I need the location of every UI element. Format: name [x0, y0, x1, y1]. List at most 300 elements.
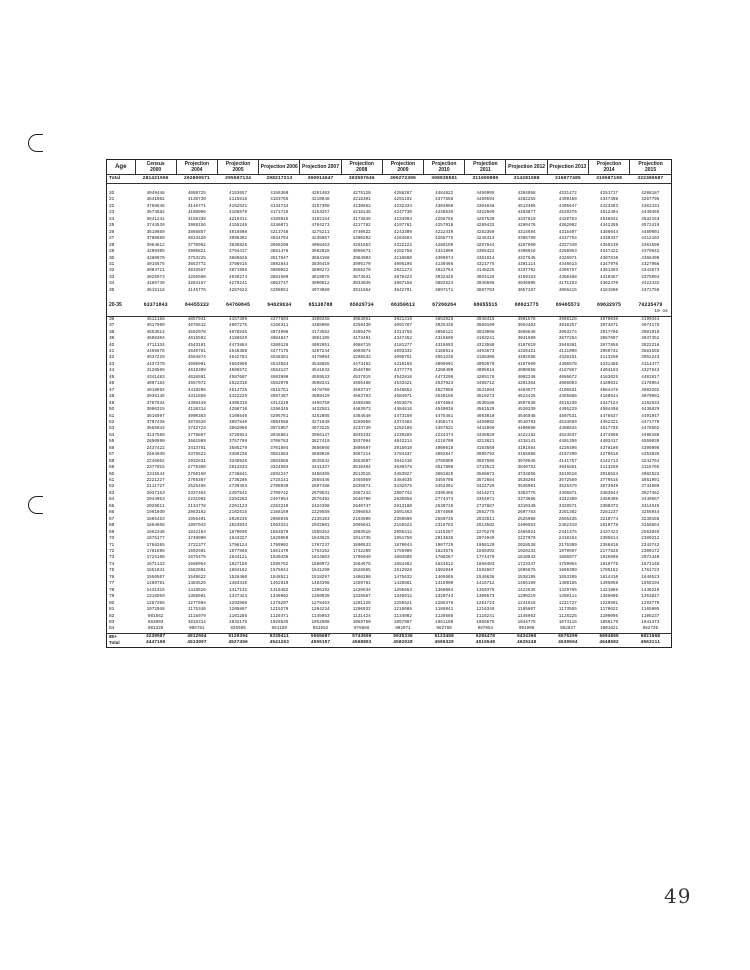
table-cell: 3937352: [641, 336, 660, 342]
table-cell: 4527059: [435, 387, 454, 393]
table-cell: 4308449: [187, 400, 206, 406]
table-cell: 3881991: [641, 478, 660, 484]
table-cell: 1347424: [229, 594, 248, 600]
table-cell: 4115818: [229, 197, 248, 203]
table-cell: 1660054: [187, 561, 206, 567]
table-cell: 4527456: [228, 640, 248, 646]
table-cell: 3701694: [270, 445, 289, 451]
table-cell: 4337754: [558, 236, 577, 242]
table-cell: 303597646: [341, 175, 382, 184]
table-cell: 4108546: [229, 413, 248, 419]
table-cell: 4327968: [641, 261, 660, 267]
table-cell: 4537229: [146, 355, 165, 361]
table-cell: 4512404: [600, 210, 619, 216]
table-cell: 1325567: [352, 594, 371, 600]
table-cell: 2610778: [600, 523, 619, 529]
table-cell: 4409469: [558, 197, 577, 203]
table-cell: 4091787: [393, 323, 412, 329]
table-cell: 3933006: [476, 329, 495, 335]
table-cell: 4386044: [600, 229, 619, 235]
table-cell: 4574684: [435, 400, 454, 406]
row-age-label: 25: [109, 223, 115, 229]
table-cell: 1842184: [187, 529, 206, 535]
table-cell: 4300574: [435, 255, 454, 261]
table-cell: 3707634: [146, 400, 165, 406]
table-cell: 3707436: [146, 419, 165, 425]
table-cell: 3972857: [270, 426, 289, 432]
table-cell: 3354971: [476, 497, 495, 503]
table-cell: 3753225: [187, 255, 206, 261]
table-cell: 4107619: [517, 342, 536, 348]
table-cell: 2315783: [435, 523, 454, 529]
table-cell: 4327645: [517, 255, 536, 261]
table-cell: 1115079: [187, 613, 206, 619]
column-header-line2: 2009: [397, 167, 409, 173]
table-cell: 2044053: [146, 497, 165, 503]
table-cell: 1101288: [229, 613, 248, 619]
table-cell: 2066036: [270, 516, 289, 522]
table-cell: 3905170: [352, 261, 371, 267]
table-cell: 1875177: [146, 536, 165, 542]
table-cell: 3911864: [352, 287, 371, 293]
table-cell: 4543564: [270, 361, 289, 367]
table-cell: 1436219: [641, 587, 660, 593]
column-header-line2: 2010: [438, 167, 450, 173]
table-cell: 2697783: [517, 510, 536, 516]
table-cell: 2176399: [558, 542, 577, 548]
row-age-label: 47: [109, 387, 115, 393]
table-cell: 4134734: [270, 203, 289, 209]
table-cell: 3432575: [393, 484, 412, 490]
table-cell: 2613180: [393, 503, 412, 509]
column-header-line1: Projection: [184, 161, 210, 167]
table-cell: 3779516: [600, 478, 619, 484]
table-cell: 4019692: [146, 387, 165, 393]
table-cell: 1431316: [146, 587, 165, 593]
table-cell: 3867605: [476, 458, 495, 464]
table-cell: 1420634: [352, 587, 371, 593]
table-cell: 1866877: [558, 555, 577, 561]
table-cell: 1145063: [517, 613, 536, 619]
table-cell: 991990: [518, 626, 535, 632]
table-cell: 1293779: [641, 600, 660, 606]
table-cell: 4282758: [393, 249, 412, 255]
table-cell: 2063162: [187, 510, 206, 516]
table-cell: 4000363: [187, 413, 206, 419]
row-age-label: 63: [109, 490, 115, 496]
aggregate-row-20-35: [107, 301, 671, 309]
table-cell: 2231992: [187, 497, 206, 503]
row-age-label: 83: [109, 620, 115, 625]
table-cell: 4239285: [393, 432, 412, 438]
table-cell: 3672589: [558, 478, 577, 484]
table-cell: 4096671: [352, 249, 371, 255]
table-cell: 4529376: [558, 210, 577, 216]
table-cell: 4619398: [187, 368, 206, 374]
table-cell: 3954463: [517, 323, 536, 329]
table-cell: 1069750: [352, 620, 371, 625]
table-cell: 1421985: [600, 587, 619, 593]
table-cell: 4347452: [393, 336, 412, 342]
table-cell: 4159153: [517, 274, 536, 280]
row-age-label: 76: [109, 574, 115, 580]
table-cell: 2102515: [229, 510, 248, 516]
table-cell: 1644512: [435, 561, 454, 567]
table-cell: 1920231: [517, 549, 536, 555]
table-cell: 4437370: [146, 361, 165, 367]
table-cell: 2337464: [187, 490, 206, 496]
table-cell: 2168159: [270, 510, 289, 516]
table-cell: 314281088: [506, 175, 547, 184]
table-cell: 4606991: [187, 361, 206, 367]
table-cell: 4210166: [393, 361, 412, 367]
table-cell: 3981919: [641, 329, 660, 335]
table-cell: 4275120: [352, 191, 371, 196]
row-age-label: 41: [109, 348, 115, 354]
table-cell: 1595762: [270, 561, 289, 567]
table-cell: 935505: [230, 626, 246, 632]
table-cell: 4495647: [558, 203, 577, 209]
table-cell: 4546388: [229, 348, 248, 354]
table-cell: 3950731: [600, 348, 619, 354]
table-cell: 4353035: [641, 452, 660, 458]
table-cell: 6284478: [465, 633, 506, 640]
footer-total-row: [107, 640, 671, 646]
table-cell: 4235067: [311, 236, 330, 242]
table-cell: 2725141: [270, 478, 289, 484]
table-cell: 4385908: [311, 323, 330, 329]
column-header-line1: Census: [146, 161, 165, 167]
table-cell: 4328161: [558, 355, 577, 361]
table-cell: 4305789: [517, 236, 536, 242]
table-cell: 4540165: [435, 394, 454, 400]
table-cell: 3441337: [311, 465, 330, 471]
binder-hole-mark-top: [28, 134, 43, 152]
table-cell: 3137560: [146, 432, 165, 438]
table-cell: 4507638: [517, 400, 536, 406]
table-cell: 1823575: [435, 549, 454, 555]
table-header: [107, 160, 671, 175]
table-cell: 4483073: [352, 407, 371, 413]
table-cell: 3655043: [146, 426, 165, 432]
column-header: [176, 160, 217, 175]
table-cell: 4616592: [187, 336, 206, 342]
table-cell: 1742209: [352, 549, 371, 555]
table-cell: 4358267: [393, 191, 412, 196]
table-cell: 4423383: [600, 203, 619, 209]
table-cell: 4663111: [640, 640, 660, 646]
table-cell: 4190344: [641, 316, 660, 322]
row-age-label: 78: [109, 587, 115, 593]
table-cell: 1128471: [270, 613, 289, 619]
table-cell: 4412102: [641, 236, 660, 242]
table-cell: 4347970: [600, 261, 619, 267]
table-cell: 3450396: [600, 497, 619, 503]
column-header: [465, 160, 506, 175]
table-cell: 4156360: [270, 191, 289, 196]
table-cell: 4126565: [146, 368, 165, 374]
table-cell: 1768265: [146, 542, 165, 548]
table-cell: 1285378: [435, 600, 454, 606]
table-cell: 1723347: [517, 561, 536, 567]
table-cell: 4484822: [435, 191, 454, 196]
table-cell: 4362002: [558, 223, 577, 229]
table-cell: 4422229: [229, 394, 248, 400]
table-cell: 3483944: [600, 490, 619, 496]
table-cell: 2441375: [558, 529, 577, 535]
table-cell: 1961030: [146, 510, 165, 516]
table-cell: 4197781: [393, 223, 412, 229]
column-header: [588, 160, 629, 175]
table-cell: 2115257: [435, 529, 454, 535]
table-cell: 4110880: [393, 255, 412, 261]
table-cell: 4269958: [352, 419, 371, 425]
table-cell: 3827410: [311, 439, 330, 445]
table-cell: 2229550: [311, 510, 330, 516]
table-cell: 3585279: [229, 445, 248, 451]
table-cell: 3962028: [311, 249, 330, 255]
table-cell: 4157308: [311, 203, 330, 209]
table-cell: 1518297: [311, 574, 330, 580]
table-cell: 1627156: [229, 561, 248, 567]
table-cell: 4088715: [352, 342, 371, 348]
table-cell: 4142713: [600, 458, 619, 464]
table-cell: 4374482: [393, 419, 412, 425]
row-age-label: 58: [109, 458, 115, 464]
row-age-label: 20-35: [109, 302, 122, 309]
table-cell: 3414545: [641, 503, 660, 509]
row-age-label: 79: [109, 594, 115, 600]
column-header-line1: Projection: [473, 161, 498, 167]
table-cell: 4261653: [352, 242, 371, 248]
table-cell: 4440469: [641, 210, 660, 216]
table-cell: 4213621: [476, 439, 495, 445]
table-cell: 1015314: [187, 620, 206, 625]
table-cell: 4252198: [393, 426, 412, 432]
table-cell: 4468712: [476, 381, 495, 387]
table-cell: 4491947: [641, 413, 660, 419]
table-cell: 1368004: [435, 587, 454, 593]
table-cell: 1145053: [311, 613, 330, 619]
table-cell: 4185915: [270, 216, 289, 222]
row-age-label: 26: [109, 229, 115, 235]
table-cell: 1796124: [229, 542, 248, 548]
table-cell: 2559735: [435, 516, 454, 522]
row-age-label: 80: [109, 600, 115, 606]
table-cell: 1416712: [476, 581, 495, 587]
table-cell: 1755900: [393, 549, 412, 555]
table-cell: 1065675: [476, 620, 495, 625]
row-age-label: 56: [109, 445, 115, 451]
table-cell: 4912564: [176, 633, 217, 640]
row-age-label: Total: [109, 640, 120, 646]
table-cell: 4093332: [393, 348, 412, 354]
table-cell: 4286150: [435, 242, 454, 248]
table-cell: 4257918: [435, 223, 454, 229]
row-age-label: 54: [109, 432, 115, 438]
table-cell: 1993516: [352, 529, 371, 535]
table-cell: 1216349: [476, 607, 495, 613]
table-cell: 2648708: [352, 497, 371, 503]
header-row: [107, 160, 671, 175]
table-cell: 1134002: [393, 613, 412, 619]
column-header-line1: Projection: [596, 161, 622, 167]
table-cell: 4419205: [187, 387, 206, 393]
table-cell: 2530715: [435, 503, 454, 509]
table-cell: 4230862: [352, 203, 371, 209]
table-cell: 2275279: [476, 529, 495, 535]
table-cell: 292800571: [176, 175, 217, 184]
row-age-label: 82: [109, 613, 115, 619]
table-cell: 3616997: [146, 413, 165, 419]
table-cell: 4246071: [270, 223, 289, 229]
table-cell: 2850690: [146, 439, 165, 445]
table-cell: 4459092: [476, 419, 495, 425]
table-cell: 4375094: [641, 274, 660, 280]
table-cell: 2525465: [187, 484, 206, 490]
table-cell: 4436829: [641, 407, 660, 413]
table-cell: 4153257: [311, 210, 330, 216]
table-cell: 4543101: [187, 342, 206, 348]
table-cell: 1661479: [270, 549, 289, 555]
table-cell: 4564874: [187, 355, 206, 361]
table-cell: 1221727: [558, 600, 577, 606]
table-cell: 3156854: [641, 523, 660, 529]
table-cell: 4218145: [352, 210, 371, 216]
table-cell: 2013636: [435, 536, 454, 542]
table-cell: 4201403: [311, 191, 330, 196]
table-cell: 1350375: [476, 587, 495, 593]
table-cell: 3866857: [187, 229, 206, 235]
table-cell: 3884166: [311, 255, 330, 261]
table-cell: 2028538: [517, 542, 536, 548]
table-cell: 1871148: [641, 561, 660, 567]
table-cell: 4016808: [229, 229, 248, 235]
table-cell: 3726924: [229, 432, 248, 438]
table-cell: 2465924: [517, 529, 536, 535]
table-cell: 2765387: [187, 478, 206, 484]
table-cell: 1799902: [270, 542, 289, 548]
table-cell: 4115765: [641, 465, 660, 471]
table-cell: 3984903: [352, 255, 371, 261]
table-cell: 951552: [312, 626, 329, 632]
table-cell: 4284157: [187, 281, 206, 287]
table-cell: 4045332: [352, 432, 371, 438]
table-cell: 1553205: [558, 574, 577, 580]
table-cell: 2533611: [476, 516, 495, 522]
table-cell: 3892844: [270, 261, 289, 267]
row-age-label: 74: [109, 561, 115, 567]
table-cell: 4341483: [146, 374, 165, 380]
table-cell: 4081105: [311, 336, 330, 342]
column-header-line2: 2008: [356, 167, 368, 173]
table-cell: 2343742: [641, 542, 660, 548]
table-cell: 4346613: [558, 261, 577, 267]
table-cell: 4222439: [435, 229, 454, 235]
table-cell: 2679531: [311, 490, 330, 496]
table-cell: 1241618: [517, 600, 536, 606]
table-cell: 1582601: [187, 568, 206, 574]
row-age-label: 29: [109, 249, 115, 255]
table-cell: 1546638: [476, 574, 495, 580]
table-cell: 4540038: [435, 407, 454, 413]
table-cell: 4266755: [435, 216, 454, 222]
table-cell: 4384640: [352, 413, 371, 419]
table-cell: 1281125: [352, 600, 371, 606]
table-cell: 4287844: [476, 242, 495, 248]
table-cell: 4531894: [476, 387, 495, 393]
table-cell: 1749990: [187, 536, 206, 542]
table-cell: 2739453: [229, 484, 248, 490]
table-cell: 3395465: [435, 490, 454, 496]
table-cell: 2072440: [641, 555, 660, 561]
table-cell: 981562: [147, 613, 164, 619]
table-cell: 3841082: [146, 197, 165, 203]
table-cell: 3862066: [229, 426, 248, 432]
table-cell: 4337819: [517, 216, 536, 222]
table-cell: 3910257: [558, 323, 577, 329]
table-cell: 4711334: [146, 342, 165, 348]
table-cell: 2389212: [641, 536, 660, 542]
table-cell: 4078536: [229, 329, 248, 335]
table-cell: 2155522: [393, 523, 412, 529]
table-cell: 1495058: [600, 581, 619, 587]
table-cell: 3733523: [476, 465, 495, 471]
table-cell: 3563665: [270, 458, 289, 464]
row-age-label: 33: [109, 274, 115, 280]
row-age-label: 71: [109, 542, 115, 548]
table-cell: 2776360: [187, 465, 206, 471]
table-cell: 2410164: [558, 536, 577, 542]
table-cell: 3778857: [187, 432, 206, 438]
table-cell: 2037153: [146, 490, 165, 496]
table-cell: 1923933: [229, 523, 248, 529]
table-cell: 4587607: [229, 374, 248, 380]
table-cell: 1205897: [229, 607, 248, 613]
table-cell: 4097184: [146, 381, 165, 387]
table-cell: 3945651: [558, 465, 577, 471]
table-cell: 1057987: [393, 620, 412, 625]
table-cell: 3974871: [600, 323, 619, 329]
table-cell: 3465059: [352, 478, 371, 484]
column-header: [217, 160, 258, 175]
table-cell: 2708930: [270, 484, 289, 490]
table-cell: 4300258: [311, 316, 330, 322]
table-cell: 3422729: [476, 484, 495, 490]
table-cell: 3987840: [229, 419, 248, 425]
row-age-label: 20: [109, 191, 115, 196]
table-cell: 4676612: [187, 323, 206, 329]
table-cell: 69465573: [555, 302, 580, 309]
table-cell: 2437422: [146, 445, 165, 451]
table-cell: 3918524: [600, 471, 619, 477]
table-cell: 4046095: [517, 281, 536, 287]
table-cell: 4511168: [146, 316, 165, 322]
table-cell: 4553675: [393, 400, 412, 406]
table-cell: 1264724: [476, 600, 495, 606]
spacer-cell: [107, 184, 671, 192]
table-cell: 3949381: [558, 342, 577, 348]
table-cell: 4267795: [641, 197, 660, 203]
table-cell: 4378180: [600, 445, 619, 451]
table-cell: 3874631: [352, 274, 371, 280]
table-cell: 4173491: [352, 336, 371, 342]
table-cell: 4555488: [352, 381, 371, 387]
table-cell: 1800533: [352, 542, 371, 548]
table-cell: 4478700: [311, 387, 330, 393]
column-header-line2: 2011: [479, 167, 491, 173]
table-cell: 3922218: [641, 342, 660, 348]
